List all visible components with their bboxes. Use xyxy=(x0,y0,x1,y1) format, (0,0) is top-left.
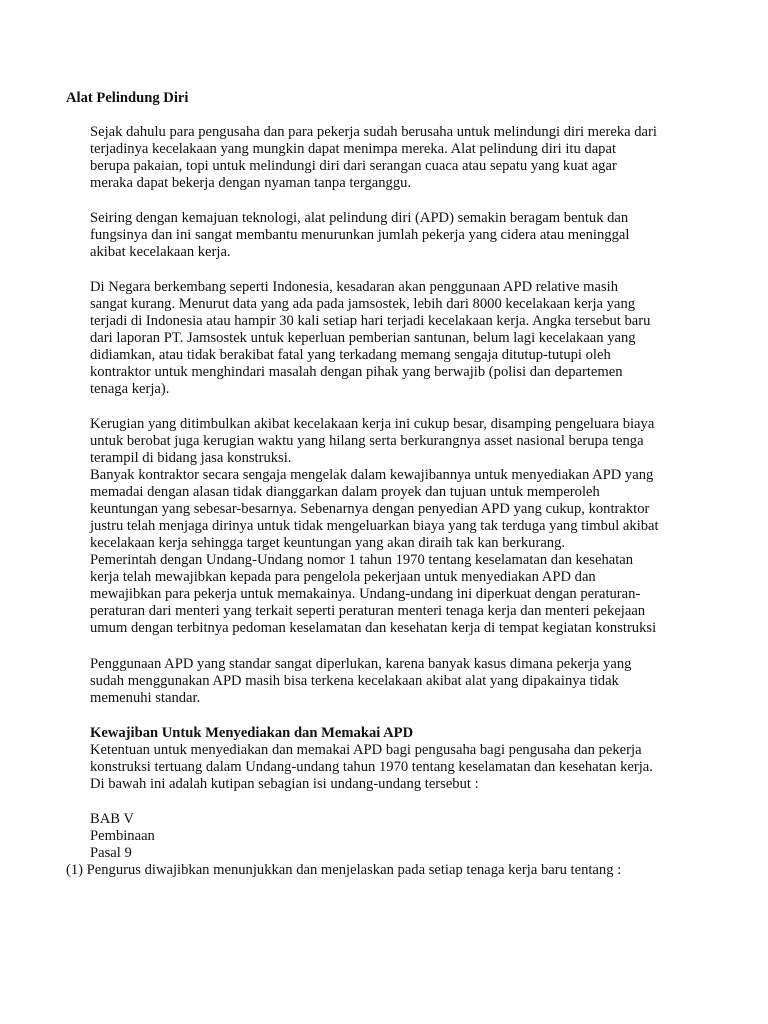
paragraph-4-line-9: Pemerintah dengan Undang-Undang nomor 1 tahun 1970 tentang keselamatan dan kesehatan xyxy=(90,552,634,568)
paragraph-4-line-3: terampil di bidang jasa konstruksi. xyxy=(90,450,292,466)
paragraph-1-line-2: terjadinya kecelakaan yang mungkin dapat menimpa mereka. Alat pelindung diri itu dapat xyxy=(90,141,617,157)
paragraph-4-line-10: kerja telah mewajibkan kepada para pengelola pekerjaan untuk menyediakan APD dan xyxy=(90,569,596,585)
paragraph-1-line-4: meraka dapat bekerja dengan nyaman tanpa terganggu. xyxy=(90,175,412,191)
paragraph-4-line-2: untuk berobat juga kerugian waktu yang hilang serta berkurangnya asset nasional berupa tenga xyxy=(90,433,644,449)
paragraph-2-line-3: akibat kecelakaan kerja. xyxy=(90,244,231,260)
paragraph-3-line-4: dari laporan PT. Jamsostek untuk keperluan pemberian santunan, belum lagi kecelakaan yang xyxy=(90,330,636,346)
paragraph-3-line-2: sangat kurang. Menurut data yang ada pada jamsostek, lebih dari 8000 kecelakaan kerja yang xyxy=(90,296,636,312)
paragraph-3-line-7: tenaga kerja). xyxy=(90,381,170,397)
list-item-1: (1) Pengurus diwajibkan menunjukkan dan menjelaskan pada setiap tenaga kerja baru tentang : xyxy=(66,862,622,878)
paragraph-6-line-3: Di bawah ini adalah kutipan sebagian isi undang-undang tersebut : xyxy=(90,776,479,792)
paragraph-4-line-13: umum dengan terbitnya pedoman keselamatan dan kesehatan kerja di tempat kegiatan konstruksi xyxy=(90,620,657,636)
paragraph-5-line-1: Penggunaan APD yang standar sangat diperlukan, karena banyak kasus dimana pekerja yang xyxy=(90,656,632,672)
paragraph-1-line-3: berupa pakaian, topi untuk melindungi diri dari serangan cuaca atau sepatu yang kuat agar xyxy=(90,158,617,174)
paragraph-4-line-8: kecelakaan kerja sehingga target keuntungan yang akan diraih tak kan berkurang. xyxy=(90,535,566,551)
paragraph-4-line-5: memadai dengan alasan tidak dianggarkan dalam proyek dan tujuan untuk memperoleh xyxy=(90,484,600,500)
document-title: Alat Pelindung Diri xyxy=(66,90,189,106)
paragraph-6-line-2: konstruksi tertuang dalam Undang-undang tahun 1970 tentang keselamatan dan kesehatan kerja. xyxy=(90,759,653,775)
section-heading: Kewajiban Untuk Menyediakan dan Memakai APD xyxy=(90,725,414,741)
paragraph-4-line-6: keuntungan yang sebesar-besarnya. Sebenarnya dengan penyedian APD yang cukup, kontraktor xyxy=(90,501,650,517)
paragraph-3-line-5: didiamkan, atau tidak berakibat fatal yang terkadang memang sengaja ditutup-tutupi oleh xyxy=(90,347,611,363)
paragraph-2-line-2: fungsinya dan ini sangat membantu menurunkan jumlah pekerja yang cidera atau meninggal xyxy=(90,227,630,243)
paragraph-4-line-12: peraturan dari menteri yang terkait seperti peraturan menteri tenaga kerja dan menteri pekejaan xyxy=(90,603,646,619)
paragraph-3-line-6: kontraktor untuk menghindari masalah dengan pihak yang berwajib (polisi dan departemen xyxy=(90,364,623,380)
paragraph-5-line-2: sudah menggunakan APD masih bisa terkena kecelakaan akibat alat yang dipakainya tidak xyxy=(90,673,619,689)
paragraph-4-line-4: Banyak kontraktor secara sengaja mengelak dalam kewajibannya untuk menyediakan APD yang xyxy=(90,467,654,483)
paragraph-1-line-1: Sejak dahulu para pengusaha dan para pekerja sudah berusaha untuk melindungi diri mereka dari xyxy=(90,124,657,140)
paragraph-4-line-1: Kerugian yang ditimbulkan akibat kecelakaan kerja ini cukup besar, disamping pengeluara biaya xyxy=(90,416,655,432)
paragraph-5-line-3: memenuhi standar. xyxy=(90,690,201,706)
pasal-label: Pasal 9 xyxy=(90,845,132,861)
paragraph-3-line-1: Di Negara berkembang seperti Indonesia, kesadaran akan penggunaan APD relative masih xyxy=(90,279,619,295)
bab-title: Pembinaan xyxy=(90,828,155,844)
paragraph-2-line-1: Seiring dengan kemajuan teknologi, alat pelindung diri (APD) semakin beragam bentuk dan xyxy=(90,210,629,226)
bab-label: BAB V xyxy=(90,811,134,827)
paragraph-3-line-3: terjadi di Indonesia atau hampir 30 kali setiap hari terjadi kecelakaan kerja. Angka tersebut baru xyxy=(90,313,651,329)
paragraph-4-line-11: mewajibkan para pekerja untuk memakainya. Undang-undang ini diperkuat dengan peraturan- xyxy=(90,586,641,602)
paragraph-4-line-7: justru telah menjaga dirinya untuk tidak mengeluarkan biaya yang tak terduga yang timbul akibat xyxy=(90,518,659,534)
paragraph-6-line-1: Ketentuan untuk menyediakan dan memakai APD bagi pengusaha bagi pengusaha dan pekerja xyxy=(90,742,642,758)
